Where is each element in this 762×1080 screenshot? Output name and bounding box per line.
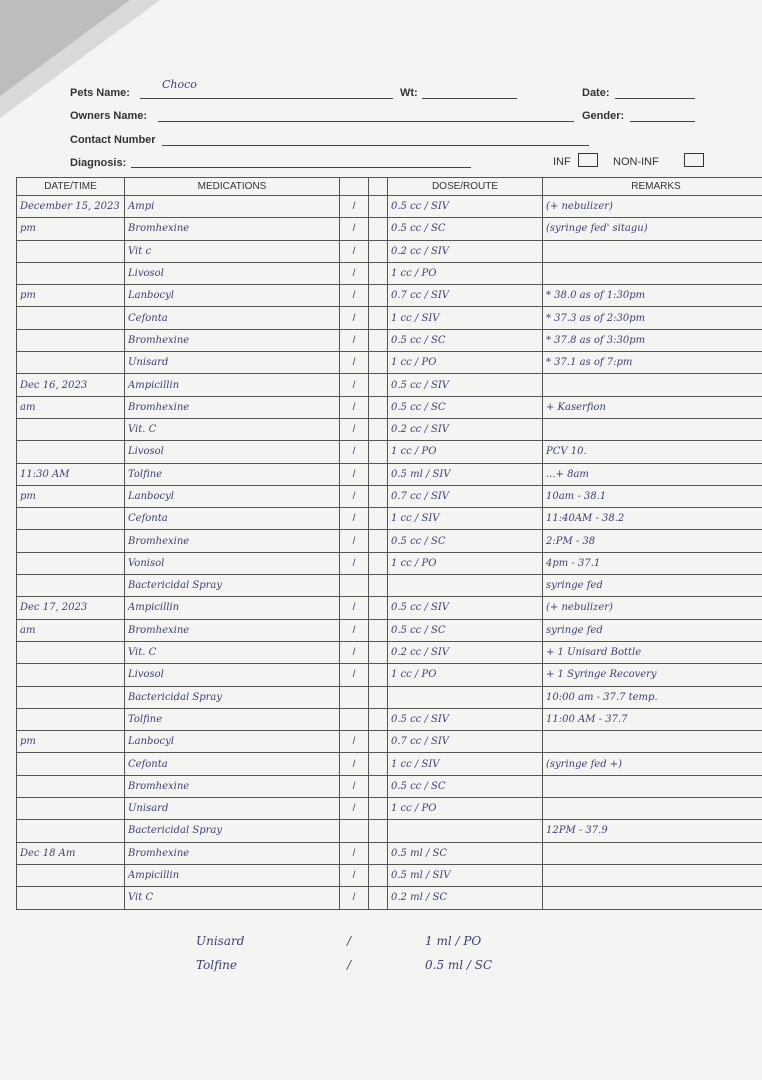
row-remarks xyxy=(543,775,762,797)
row-date: Dec 16, 2023 xyxy=(17,374,125,396)
contact-label: Contact Number xyxy=(70,134,156,146)
row-date xyxy=(17,329,125,351)
row-check: / xyxy=(340,307,369,329)
row-remarks: 10:00 am - 37.7 temp. xyxy=(543,686,762,708)
row-check-2 xyxy=(369,708,388,730)
row-check: / xyxy=(340,552,369,574)
row-check-2 xyxy=(369,396,388,418)
table-row xyxy=(17,418,762,440)
wt-label: Wt: xyxy=(400,87,418,99)
table-row xyxy=(17,842,762,864)
row-medication: Vit C xyxy=(125,887,340,909)
row-check-2 xyxy=(369,352,388,374)
table-row xyxy=(17,352,762,374)
row-remarks xyxy=(543,887,762,909)
row-check: / xyxy=(340,352,369,374)
row-check-2 xyxy=(369,196,388,218)
row-check: / xyxy=(340,775,369,797)
row-check-2 xyxy=(369,641,388,663)
row-medication: Lanbocyl xyxy=(125,285,340,307)
row-remarks: (+ nebulizer) xyxy=(543,196,762,218)
row-dose xyxy=(388,820,543,842)
row-check-2 xyxy=(369,329,388,351)
row-medication: Livosol xyxy=(125,441,340,463)
row-dose: 1 cc / SIV xyxy=(388,508,543,530)
row-date xyxy=(17,441,125,463)
row-date: Dec 18 Am xyxy=(17,842,125,864)
row-check: / xyxy=(340,887,369,909)
row-dose: 0.5 ml / SIV xyxy=(388,864,543,886)
row-medication: Ampicillin xyxy=(125,597,340,619)
row-remarks xyxy=(543,798,762,820)
row-check-2 xyxy=(369,463,388,485)
row-dose: 1 cc / SIV xyxy=(388,307,543,329)
row-date xyxy=(17,753,125,775)
row-remarks: syringe fed xyxy=(543,575,762,597)
col-check-1 xyxy=(340,178,369,196)
row-check: / xyxy=(340,641,369,663)
row-medication: Bromhexine xyxy=(125,530,340,552)
row-remarks xyxy=(543,374,762,396)
table-row xyxy=(17,641,762,663)
row-medication: Vit. C xyxy=(125,418,340,440)
row-check-2 xyxy=(369,775,388,797)
row-remarks: 2:PM - 38 xyxy=(543,530,762,552)
row-check-2 xyxy=(369,418,388,440)
table-row xyxy=(17,285,762,307)
table-row xyxy=(17,329,762,351)
row-date xyxy=(17,641,125,663)
row-medication: Unisard xyxy=(125,352,340,374)
row-medication: Bactericidal Spray xyxy=(125,686,340,708)
row-dose: 0.2 cc / SIV xyxy=(388,240,543,262)
row-date: pm xyxy=(17,218,125,240)
row-medication: Bromhexine xyxy=(125,775,340,797)
row-check-2 xyxy=(369,552,388,574)
row-remarks: 11:00 AM - 37.7 xyxy=(543,708,762,730)
col-dose: DOSE/ROUTE xyxy=(388,178,543,196)
row-check: / xyxy=(340,798,369,820)
row-date xyxy=(17,508,125,530)
row-remarks: (syringe fed' sitagu) xyxy=(543,218,762,240)
row-dose: 0.5 cc / SIV xyxy=(388,597,543,619)
row-check-2 xyxy=(369,485,388,507)
row-check-2 xyxy=(369,731,388,753)
pets-name-label: Pets Name: xyxy=(70,87,130,99)
table-row xyxy=(17,240,762,262)
row-date: 11:30 AM xyxy=(17,463,125,485)
row-dose: 0.5 cc / SC xyxy=(388,619,543,641)
row-date xyxy=(17,552,125,574)
row-dose: 0.2 cc / SIV xyxy=(388,418,543,440)
row-dose: 0.5 cc / SC xyxy=(388,396,543,418)
row-medication: Bromhexine xyxy=(125,619,340,641)
table-row xyxy=(17,552,762,574)
row-medication: Vonisol xyxy=(125,552,340,574)
table-row xyxy=(17,463,762,485)
row-remarks: * 38.0 as of 1:30pm xyxy=(543,285,762,307)
table-row xyxy=(17,731,762,753)
table-row xyxy=(17,441,762,463)
noninf-label: NON-INF xyxy=(613,156,659,168)
row-check: / xyxy=(340,441,369,463)
row-medication: Livosol xyxy=(125,262,340,284)
col-medications: MEDICATIONS xyxy=(125,178,340,196)
table-row xyxy=(17,575,762,597)
col-remarks: REMARKS xyxy=(543,178,762,196)
row-check-2 xyxy=(369,374,388,396)
row-dose: 0.5 cc / SIV xyxy=(388,196,543,218)
row-medication: Ampicillin xyxy=(125,374,340,396)
diagnosis-line xyxy=(131,167,471,168)
noninf-checkbox xyxy=(684,153,704,167)
row-remarks xyxy=(543,864,762,886)
owners-name-label: Owners Name: xyxy=(70,110,148,122)
row-date: am xyxy=(17,396,125,418)
table-row xyxy=(17,664,762,686)
row-remarks: (syringe fed +) xyxy=(543,753,762,775)
table-row xyxy=(17,530,762,552)
table-row xyxy=(17,820,762,842)
table-row xyxy=(17,686,762,708)
row-remarks: * 37.3 as of 2:30pm xyxy=(543,307,762,329)
row-remarks: * 37.8 as of 3:30pm xyxy=(543,329,762,351)
row-check: / xyxy=(340,329,369,351)
row-check-2 xyxy=(369,864,388,886)
contact-line xyxy=(162,145,589,146)
row-medication: Bromhexine xyxy=(125,396,340,418)
row-remarks: PCV 10. xyxy=(543,441,762,463)
row-dose: 0.7 cc / SIV xyxy=(388,285,543,307)
row-date: Dec 17, 2023 xyxy=(17,597,125,619)
row-check: / xyxy=(340,240,369,262)
row-check: / xyxy=(340,731,369,753)
row-check-2 xyxy=(369,887,388,909)
row-check-2 xyxy=(369,798,388,820)
row-check-2 xyxy=(369,530,388,552)
row-check: / xyxy=(340,597,369,619)
row-medication: Bactericidal Spray xyxy=(125,820,340,842)
table-row xyxy=(17,508,762,530)
row-check xyxy=(340,686,369,708)
row-remarks xyxy=(543,240,762,262)
row-remarks xyxy=(543,418,762,440)
row-check-2 xyxy=(369,575,388,597)
table-row xyxy=(17,262,762,284)
table-row xyxy=(17,597,762,619)
below-check: / xyxy=(347,934,352,948)
row-check-2 xyxy=(369,664,388,686)
row-remarks: 11:40AM - 38.2 xyxy=(543,508,762,530)
below-check: / xyxy=(347,958,352,972)
table-row xyxy=(17,374,762,396)
table-row xyxy=(17,196,762,218)
date-line xyxy=(615,98,695,99)
row-dose xyxy=(388,575,543,597)
below-dose: 0.5 ml / SC xyxy=(425,958,493,972)
row-dose: 1 cc / PO xyxy=(388,798,543,820)
row-check-2 xyxy=(369,686,388,708)
table-row xyxy=(17,887,762,909)
row-check-2 xyxy=(369,441,388,463)
table-row xyxy=(17,307,762,329)
row-check: / xyxy=(340,664,369,686)
row-remarks: syringe fed xyxy=(543,619,762,641)
below-medication: Unisard xyxy=(196,934,245,948)
row-date xyxy=(17,240,125,262)
gender-line xyxy=(630,121,695,122)
row-check xyxy=(340,820,369,842)
inf-checkbox xyxy=(578,153,598,167)
row-check-2 xyxy=(369,820,388,842)
row-dose: 0.5 cc / SC xyxy=(388,329,543,351)
row-medication: Ampi xyxy=(125,196,340,218)
row-date: pm xyxy=(17,285,125,307)
row-dose: 0.5 ml / SC xyxy=(388,842,543,864)
row-remarks xyxy=(543,842,762,864)
table-header-row xyxy=(17,178,762,196)
row-remarks: (+ nebulizer) xyxy=(543,597,762,619)
row-remarks: 10am - 38.1 xyxy=(543,485,762,507)
table-row xyxy=(17,619,762,641)
row-dose: 0.7 cc / SIV xyxy=(388,485,543,507)
row-check: / xyxy=(340,842,369,864)
row-check: / xyxy=(340,619,369,641)
row-check-2 xyxy=(369,285,388,307)
row-dose: 1 cc / PO xyxy=(388,552,543,574)
row-medication: Tolfine xyxy=(125,463,340,485)
row-date xyxy=(17,307,125,329)
table-row xyxy=(17,396,762,418)
row-check-2 xyxy=(369,619,388,641)
row-dose: 1 cc / SIV xyxy=(388,753,543,775)
row-medication: Lanbocyl xyxy=(125,485,340,507)
row-dose: 0.5 cc / SC xyxy=(388,218,543,240)
row-check-2 xyxy=(369,508,388,530)
row-check: / xyxy=(340,753,369,775)
row-date xyxy=(17,352,125,374)
row-check: / xyxy=(340,196,369,218)
row-check-2 xyxy=(369,262,388,284)
col-check-2 xyxy=(369,178,388,196)
pets-name-value: Choco xyxy=(162,78,197,91)
row-check-2 xyxy=(369,240,388,262)
row-date xyxy=(17,708,125,730)
row-medication: Bromhexine xyxy=(125,218,340,240)
table-row xyxy=(17,864,762,886)
row-date xyxy=(17,798,125,820)
row-date xyxy=(17,887,125,909)
row-check: / xyxy=(340,530,369,552)
row-date xyxy=(17,864,125,886)
row-check: / xyxy=(340,864,369,886)
row-date xyxy=(17,664,125,686)
row-remarks: 4pm - 37.1 xyxy=(543,552,762,574)
row-medication: Cefonta xyxy=(125,508,340,530)
row-medication: Lanbocyl xyxy=(125,731,340,753)
row-medication: Bactericidal Spray xyxy=(125,575,340,597)
wt-line xyxy=(422,98,517,99)
date-label: Date: xyxy=(582,87,610,99)
row-check: / xyxy=(340,418,369,440)
row-check-2 xyxy=(369,307,388,329)
row-check: / xyxy=(340,485,369,507)
inf-label: INF xyxy=(553,156,571,168)
row-medication: Vit. C xyxy=(125,641,340,663)
row-dose: 0.2 cc / SIV xyxy=(388,641,543,663)
row-date xyxy=(17,530,125,552)
row-remarks: + 1 Unisard Bottle xyxy=(543,641,762,663)
row-check xyxy=(340,575,369,597)
row-check-2 xyxy=(369,753,388,775)
col-datetime: DATE/TIME xyxy=(17,178,125,196)
medication-sheet xyxy=(16,177,762,910)
row-dose: 1 cc / PO xyxy=(388,352,543,374)
row-dose: 0.5 cc / SIV xyxy=(388,374,543,396)
row-remarks: + 1 Syringe Recovery xyxy=(543,664,762,686)
row-date xyxy=(17,686,125,708)
table-row xyxy=(17,708,762,730)
row-remarks: ...+ 8am xyxy=(543,463,762,485)
row-dose: 0.7 cc / SIV xyxy=(388,731,543,753)
row-check: / xyxy=(340,218,369,240)
table-row xyxy=(17,218,762,240)
row-dose: 0.5 cc / SC xyxy=(388,530,543,552)
row-date xyxy=(17,775,125,797)
row-dose: 0.5 cc / SIV xyxy=(388,708,543,730)
row-medication: Ampicillin xyxy=(125,864,340,886)
below-dose: 1 ml / PO xyxy=(425,934,482,948)
row-medication: Tolfine xyxy=(125,708,340,730)
row-check: / xyxy=(340,508,369,530)
row-remarks: 12PM - 37.9 xyxy=(543,820,762,842)
row-medication: Bromhexine xyxy=(125,329,340,351)
row-date: pm xyxy=(17,485,125,507)
table-row xyxy=(17,775,762,797)
row-medication: Cefonta xyxy=(125,307,340,329)
row-remarks xyxy=(543,262,762,284)
row-dose xyxy=(388,686,543,708)
row-date: pm xyxy=(17,731,125,753)
row-medication: Bromhexine xyxy=(125,842,340,864)
row-date: December 15, 2023 xyxy=(17,196,125,218)
row-check-2 xyxy=(369,597,388,619)
diagnosis-label: Diagnosis: xyxy=(70,157,127,169)
row-dose: 1 cc / PO xyxy=(388,262,543,284)
row-check: / xyxy=(340,396,369,418)
row-check xyxy=(340,708,369,730)
row-check: / xyxy=(340,374,369,396)
row-remarks xyxy=(543,731,762,753)
row-dose: 0.5 cc / SC xyxy=(388,775,543,797)
row-date xyxy=(17,575,125,597)
row-remarks: * 37.1 as of 7:pm xyxy=(543,352,762,374)
row-medication: Vit c xyxy=(125,240,340,262)
row-dose: 0.2 ml / SC xyxy=(388,887,543,909)
pets-name-line xyxy=(140,98,393,99)
row-check: / xyxy=(340,262,369,284)
row-dose: 1 cc / PO xyxy=(388,441,543,463)
folded-corner-shadow xyxy=(0,0,130,96)
table-row xyxy=(17,798,762,820)
row-date: am xyxy=(17,619,125,641)
owners-name-line xyxy=(158,121,574,122)
row-date xyxy=(17,418,125,440)
row-check-2 xyxy=(369,218,388,240)
row-check-2 xyxy=(369,842,388,864)
row-check: / xyxy=(340,285,369,307)
row-remarks: + Kaserfion xyxy=(543,396,762,418)
row-medication: Livosol xyxy=(125,664,340,686)
table-row xyxy=(17,485,762,507)
row-date xyxy=(17,262,125,284)
table-row xyxy=(17,753,762,775)
gender-label: Gender: xyxy=(582,110,625,122)
row-medication: Unisard xyxy=(125,798,340,820)
row-check: / xyxy=(340,463,369,485)
below-medication: Tolfine xyxy=(196,958,237,972)
row-medication: Cefonta xyxy=(125,753,340,775)
row-date xyxy=(17,820,125,842)
row-dose: 1 cc / PO xyxy=(388,664,543,686)
row-dose: 0.5 ml / SIV xyxy=(388,463,543,485)
